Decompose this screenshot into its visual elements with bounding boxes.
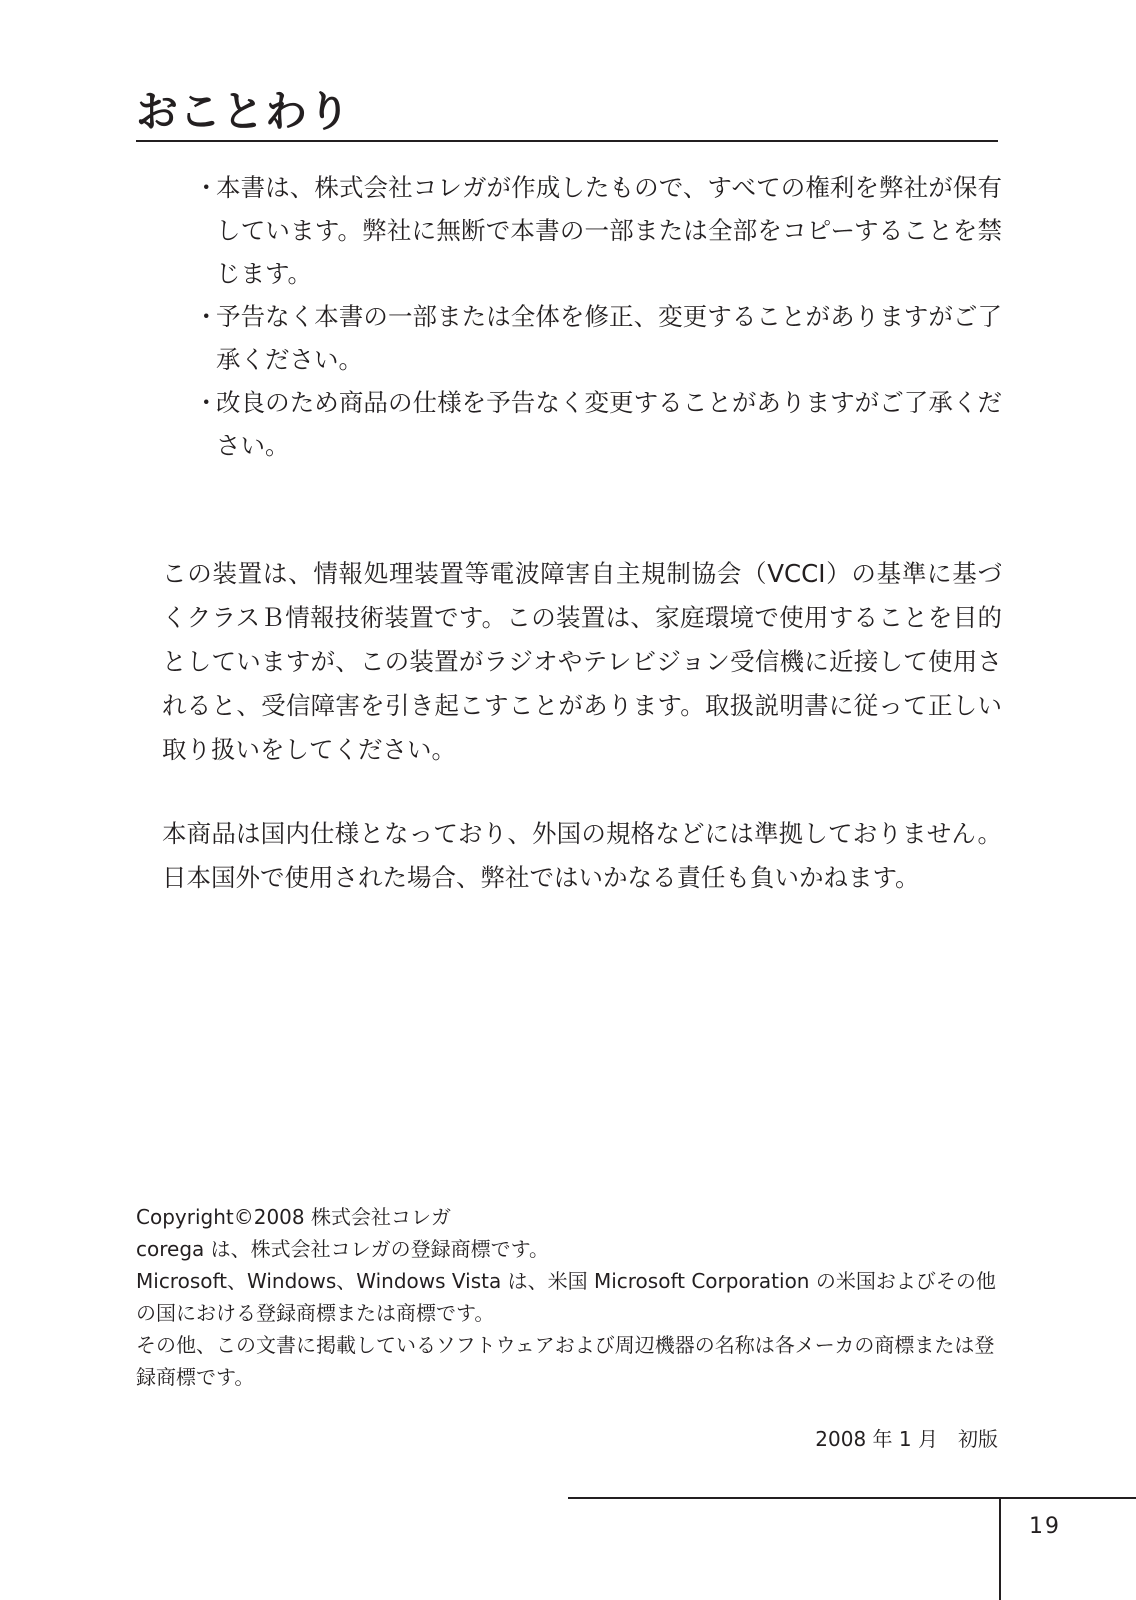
domestic-spec-notice: 本商品は国内仕様となっており、外国の規格などには準拠しておりません。日本国外で使用された場合、弊社ではいかなる責任も負いかねます。	[162, 819, 1002, 892]
page-number: 19	[1029, 1514, 1061, 1539]
trademark-other: その他、この文書に掲載しているソフトウェアおよび周辺機器の名称は各メーカの商標または登録商標です。	[136, 1333, 995, 1389]
vcci-notice: この装置は、情報処理装置等電波障害自主規制協会（VCCI）の基準に基づくクラスＢ情報技術装置です。この装置は、家庭環境で使用することを目的としていますが、この装置がラジオやテレビジョン受信機に近接して使用されると、受信障害を引き起こすことがあります。取扱説明書に従って正しい取り扱いをしてください。	[162, 559, 1002, 764]
list-item	[196, 295, 1002, 381]
notice-text: 改良のため商品の仕様を予告なく変更することがありますがご了承ください。	[216, 388, 1002, 460]
copyright-line: Copyright©2008 株式会社コレガ	[136, 1205, 451, 1229]
bullet-icon: ・	[194, 388, 219, 417]
list-item	[196, 166, 1002, 295]
notice-list	[196, 166, 1002, 467]
copyright-footer	[136, 1201, 1002, 1393]
bullet-icon: ・	[194, 302, 219, 331]
trademark-microsoft: Microsoft、Windows、Windows Vista は、米国 Microsoft Corporation の米国およびその他の国における登録商標または商標です。	[136, 1269, 996, 1325]
trademark-corega: corega は、株式会社コレガの登録商標です。	[136, 1237, 550, 1261]
list-item	[196, 381, 1002, 467]
bullet-icon: ・	[194, 173, 219, 202]
notice-text: 予告なく本書の一部または全体を修正、変更することがありますがご了承ください。	[216, 302, 1002, 374]
footer-divider-horizontal	[568, 1497, 1136, 1499]
notice-text: 本書は、株式会社コレガが作成したもので、すべての権利を弊社が保有しています。弊社に無断で本書の一部または全部をコピーすることを禁じます。	[216, 173, 1002, 288]
title-divider	[136, 140, 998, 142]
edition-date: 2008 年 1 月 初版	[815, 1427, 998, 1451]
page-title: おことわり	[136, 87, 352, 136]
